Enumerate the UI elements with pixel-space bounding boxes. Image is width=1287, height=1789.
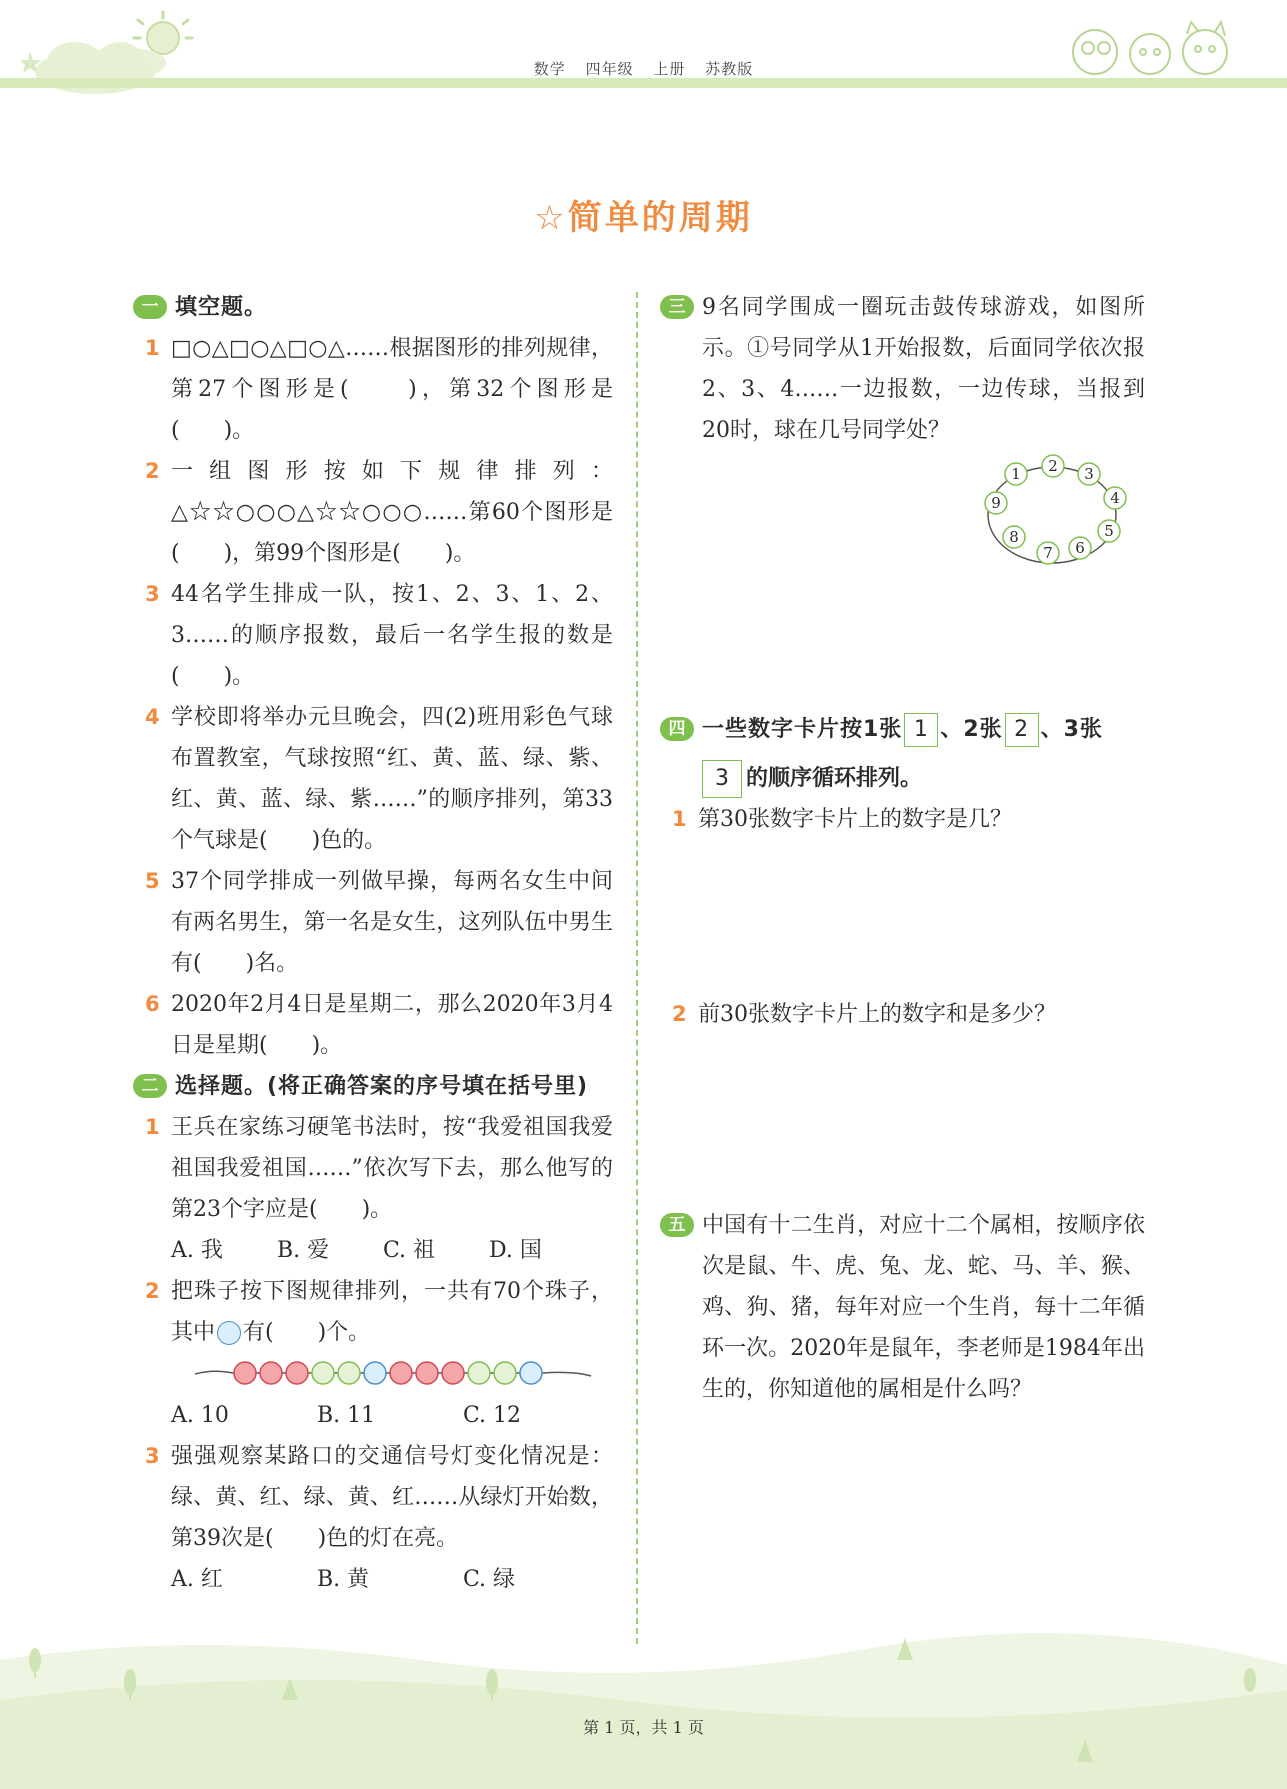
section-badge: 三 (660, 295, 694, 319)
student-label: 5 (1104, 522, 1114, 540)
section-3 (660, 287, 1145, 451)
question-number: 2 (145, 459, 160, 483)
header-edition: 苏教版 (705, 60, 754, 78)
answer-options (171, 1559, 613, 1600)
option-c: C. 绿 (463, 1567, 516, 1592)
option-b: B. 黄 (317, 1567, 370, 1592)
question (133, 328, 613, 451)
question (660, 994, 1145, 1035)
option-d: D. 国 (489, 1238, 542, 1263)
question-text: 一组图形按如下规律排列：△☆☆○○○△☆☆○○○……第60个图形是( )，第99个图形是( )。 (171, 459, 613, 566)
question-number: 6 (145, 992, 160, 1016)
header-band (0, 78, 1287, 88)
question-number: 2 (145, 1279, 160, 1303)
question (133, 697, 613, 861)
question-number: 3 (145, 582, 160, 606)
question-number: 2 (672, 1002, 687, 1026)
question-text: 44名学生排成一队，按1、2、3、1、2、3……的顺序报数，最后一名学生报的数是( )。 (171, 582, 613, 689)
left-column (133, 287, 613, 1600)
question-number: 5 (145, 869, 160, 893)
question-number: 3 (145, 1444, 160, 1468)
bead (520, 1362, 542, 1384)
option-b: B. 爱 (277, 1238, 330, 1263)
section-text: 中国有十二生肖，对应十二个属相，按顺序依次是鼠、牛、虎、兔、龙、蛇、马、羊、猴、鸡、狗、猪，每年对应一个生肖，每十二年循环一次。2020年是鼠年，李老师是1984年出生的，你知道他的属相是什么吗？ (702, 1213, 1145, 1402)
question (133, 1436, 613, 1559)
question-text-part: 有( )个。 (243, 1320, 371, 1345)
question (133, 861, 613, 984)
bead (234, 1362, 256, 1384)
question-text: 学校即将举办元旦晚会，四(2)班用彩色气球布置教室，气球按照“红、黄、蓝、绿、紫、红、黄、蓝、绿、紫……”的顺序排列，第33个气球是( )色的。 (171, 705, 613, 853)
section-title: 填空题。 (175, 295, 268, 320)
section-4-continuation (702, 758, 1145, 799)
section-text-part: 、2张 (940, 717, 1003, 742)
bead (442, 1362, 464, 1384)
question-text: □○△□○△□○△……根据图形的排列规律，第27个图形是( )，第32个图形是( )。 (171, 336, 613, 443)
section-2-heading (133, 1066, 613, 1107)
option-a: A. 我 (171, 1238, 223, 1263)
number-card-1: 1 (904, 713, 938, 747)
question-text: 2020年2月4日是星期二，那么2020年3月4日是星期( )。 (171, 992, 613, 1058)
option-a: A. 10 (171, 1403, 229, 1428)
student-label: 2 (1048, 457, 1058, 475)
question (133, 574, 613, 697)
student-label: 8 (1009, 528, 1019, 546)
number-card-3: 3 (702, 760, 742, 798)
bead (390, 1362, 412, 1384)
bead (468, 1362, 490, 1384)
option-a: A. 红 (171, 1567, 223, 1592)
question (133, 1271, 613, 1353)
question-number: 1 (145, 1115, 160, 1139)
blue-bead-icon (217, 1321, 241, 1345)
number-card-2: 2 (1005, 713, 1039, 747)
option-b: B. 11 (317, 1403, 376, 1428)
option-c: C. 祖 (383, 1238, 436, 1263)
bead-string-figure (193, 1357, 593, 1389)
section-text: 9名同学围成一圈玩击鼓传球游戏，如图所示。①号同学从1开始报数，后面同学依次报2、3、4……一边报数，一边传球，当报到20时，球在几号同学处？ (702, 295, 1145, 443)
student-label: 6 (1075, 539, 1085, 557)
section-badge: 二 (133, 1074, 167, 1098)
question (660, 799, 1145, 840)
bead (312, 1362, 334, 1384)
student-label: 9 (991, 494, 1001, 512)
section-badge: 五 (660, 1213, 694, 1237)
hills-decoration (0, 1620, 1287, 1789)
section-5 (660, 1205, 1145, 1410)
bead (494, 1362, 516, 1384)
question (133, 1107, 613, 1230)
question-text: 37个同学排成一列做早操，每两名女生中间有两名男生，第一名是女生，这列队伍中男生有( )名。 (171, 869, 613, 976)
bead (338, 1362, 360, 1384)
student-label: 4 (1110, 489, 1120, 507)
student-label: 3 (1084, 465, 1094, 483)
page-header (0, 58, 1287, 79)
bead (416, 1362, 438, 1384)
section-1-heading (133, 287, 613, 328)
bead (364, 1362, 386, 1384)
section-text (702, 709, 1103, 750)
question-text-part: 把珠子按下图规律排列，一共有70个珠子，其中 (171, 1279, 613, 1345)
section-badge: 四 (660, 717, 694, 741)
students-circle-figure (970, 453, 1140, 583)
section-text-part: 、3张 (1040, 717, 1103, 742)
student-label: 1 (1011, 465, 1021, 483)
option-c: C. 12 (463, 1403, 522, 1428)
header-subject: 数学 (533, 60, 566, 78)
section-title: 选择题。(将正确答案的序号填在括号里) (175, 1074, 589, 1099)
header-volume: 上册 (653, 60, 686, 78)
question-text: 第30张数字卡片上的数字是几？ (698, 807, 1012, 832)
student-label: 7 (1043, 544, 1053, 562)
bead (286, 1362, 308, 1384)
section-4 (660, 709, 1145, 750)
question-text: 王兵在家练习硬笔书法时，按“我爱祖国我爱祖国我爱祖国……”依次写下去，那么他写的第23个字应是( )。 (171, 1115, 613, 1222)
question-number: 1 (145, 336, 160, 360)
question-number: 1 (672, 807, 687, 831)
section-text-part: 一些数字卡片按1张 (702, 717, 903, 742)
question (133, 451, 613, 574)
column-divider (636, 292, 638, 1644)
answer-options (171, 1395, 613, 1436)
section-badge: 一 (133, 295, 167, 319)
question-text: 强强观察某路口的交通信号灯变化情况是：绿、黄、红、绿、黄、红……从绿灯开始数，第39次是( )色的灯在亮。 (171, 1444, 613, 1551)
header-grade: 四年级 (585, 60, 634, 78)
right-column (660, 287, 1145, 1410)
answer-options (171, 1230, 613, 1271)
question-text (171, 1271, 613, 1353)
question-text: 前30张数字卡片上的数字和是多少？ (698, 1002, 1056, 1027)
page-footer: 第 1 页，共 1 页 (583, 1718, 704, 1737)
page-title: ☆简单的周期 (534, 198, 753, 238)
question-number: 4 (145, 705, 160, 729)
question (133, 984, 613, 1066)
section-text-part: 的顺序循环排列。 (746, 766, 923, 791)
bead (260, 1362, 282, 1384)
